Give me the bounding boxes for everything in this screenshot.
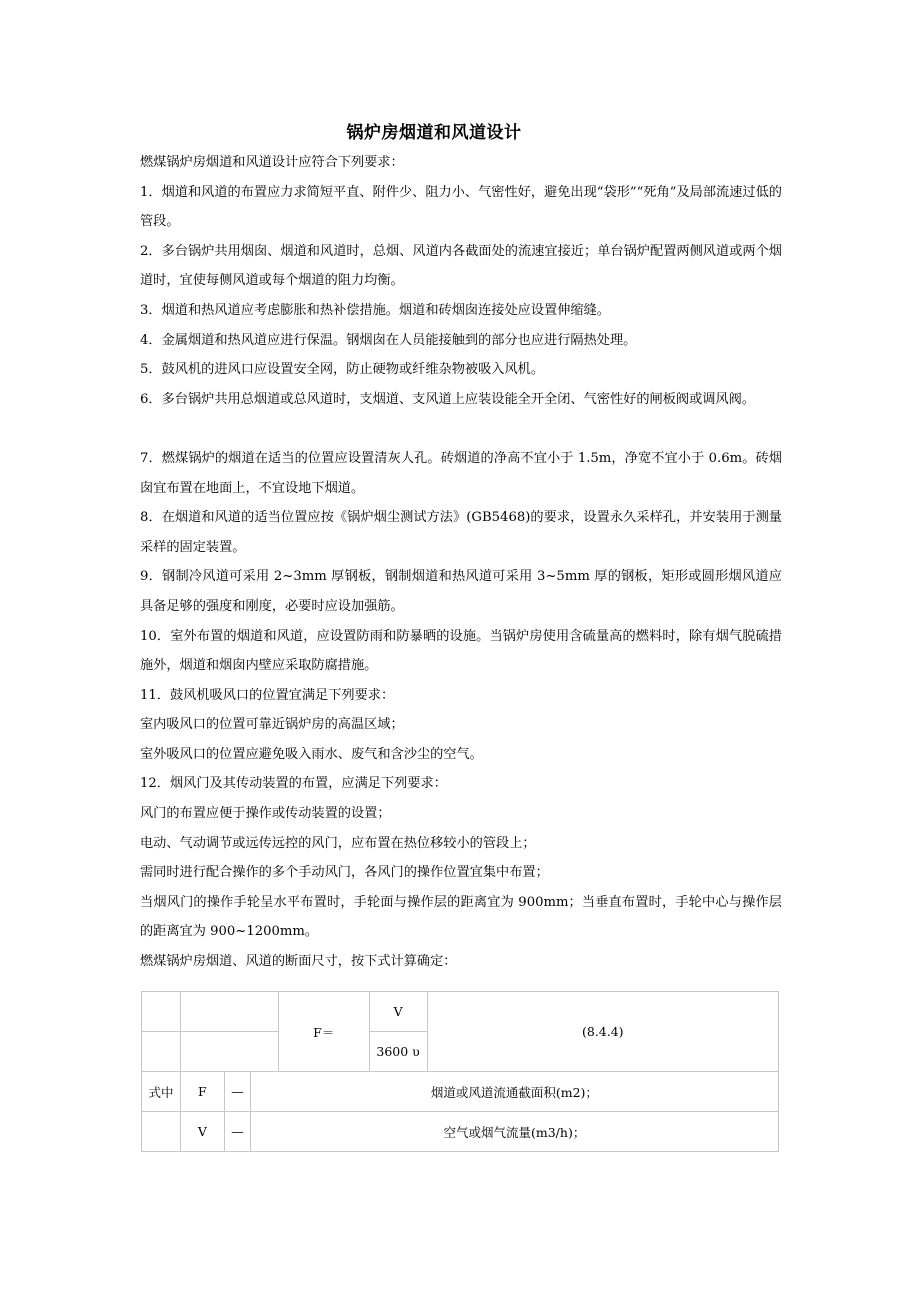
formula-numerator: V [369, 992, 427, 1032]
variable-symbol: F [180, 1072, 224, 1112]
paragraph-item-1: 1．烟道和风道的布置应力求简短平直、附件少、阻力小、气密性好，避免出现“袋形”“死角”及局部流速过低的管段。 [140, 184, 782, 230]
paragraph-item-7: 7．燃煤锅炉的烟道在适当的位置应设置清灰人孔。砖烟道的净高不宜小于 1.5m，净宽不宜小于 0.6m。砖烟囱宜布置在地面上，不宜设地下烟道。 [140, 450, 782, 496]
paragraph-item-4: 4．金属烟道和热风道应进行保温。钢烟囱在人员能接触到的部分也应进行隔热处理。 [140, 332, 637, 348]
paragraph-item-5: 5．鼓风机的进风口应设置安全网，防止硬物或纤维杂物被吸入风机。 [140, 362, 545, 378]
paragraph-item-11: 11．鼓风机吸风口的位置宜满足下列要求： [140, 687, 395, 703]
formula-lhs: F＝ [278, 992, 369, 1072]
paragraph-item-8: 8．在烟道和风道的适当位置应按《锅炉烟尘测试方法》(GB5468)的要求，设置永久采样孔，并安装用于测量采样的固定装置。 [140, 510, 782, 555]
paragraph-formula-intro: 燃煤锅炉房烟道、风道的断面尺寸，按下式计算确定： [140, 954, 457, 970]
formula-cell-empty [142, 1032, 181, 1072]
paragraph-item-3: 3．烟道和热风道应考虑膨胀和热补偿措施。烟道和砖烟囱连接处应设置伸缩缝。 [140, 302, 610, 318]
paragraph-item-12-sub-3: 需同时进行配合操作的多个手动风门，各风门的操作位置宜集中布置； [140, 865, 549, 881]
paragraph-item-9: 9．钢制冷风道可采用 2~3mm 厚钢板，钢制烟道和热风道可采用 3~5mm 厚的钢板，矩形或圆形烟风道应具备足够的强度和刚度，必要时应设加强筋。 [140, 569, 782, 614]
paragraph-item-12-sub-1: 风门的布置应便于操作或传动装置的设置； [140, 806, 391, 822]
formula-cell-empty [180, 992, 278, 1032]
formula-equation-number: (8.4.4) [427, 992, 778, 1072]
variable-description: 空气或烟气流量(m3/h)； [250, 1112, 778, 1152]
formula-table [141, 991, 779, 1152]
document-body [140, 148, 782, 977]
formula-denominator: 3600 υ [369, 1032, 427, 1072]
paragraph-item-11-sub-1: 室内吸风口的位置可靠近锅炉房的高温区域； [140, 717, 404, 733]
paragraph-intro: 燃煤锅炉房烟道和风道设计应符合下列要求： [140, 155, 404, 170]
formula-cell-empty [142, 1112, 181, 1152]
formula-cell-empty [142, 992, 181, 1032]
variable-symbol: V [180, 1112, 224, 1152]
formula-cell-empty [180, 1032, 278, 1072]
document-title: 锅炉房烟道和风道设计 [346, 123, 522, 143]
variable-description: 烟道或风道流通截面积(m2)； [250, 1072, 778, 1112]
paragraph-item-12: 12．烟风门及其传动装置的布置，应满足下列要求： [140, 776, 447, 792]
variable-dash: — [224, 1072, 250, 1112]
paragraph-item-12-sub-4: 当烟风门的操作手轮呈水平布置时，手轮面与操作层的距离宜为 900mm；当垂直布置时，手轮中心与操作层的距离宜为 900~1200mm。 [140, 894, 782, 940]
blank-line [140, 414, 782, 444]
paragraph-item-12-sub-2: 电动、气动调节或远传远控的风门，应布置在热位移较小的管段上； [140, 835, 536, 851]
formula-where-label: 式中 [142, 1072, 181, 1112]
variable-dash: — [224, 1112, 250, 1152]
paragraph-item-10: 10．室外布置的烟道和风道，应设置防雨和防暴晒的设施。当锅炉房使用含硫量高的燃料时，除有烟气脱硫措施外，烟道和烟囱内壁应采取防腐措施。 [140, 628, 782, 674]
paragraph-item-2: 2．多台锅炉共用烟囱、烟道和风道时，总烟、风道内各截面处的流速宜接近；单台锅炉配置两侧风道或两个烟道时，宜使每侧风道或每个烟道的阻力均衡。 [140, 243, 782, 289]
paragraph-item-6: 6．多台锅炉共用总烟道或总风道时，支烟道、支风道上应装设能全开全闭、气密性好的闸板阀或调风阀。 [140, 391, 756, 407]
paragraph-item-11-sub-2: 室外吸风口的位置应避免吸入雨水、废气和含沙尘的空气。 [140, 746, 483, 762]
